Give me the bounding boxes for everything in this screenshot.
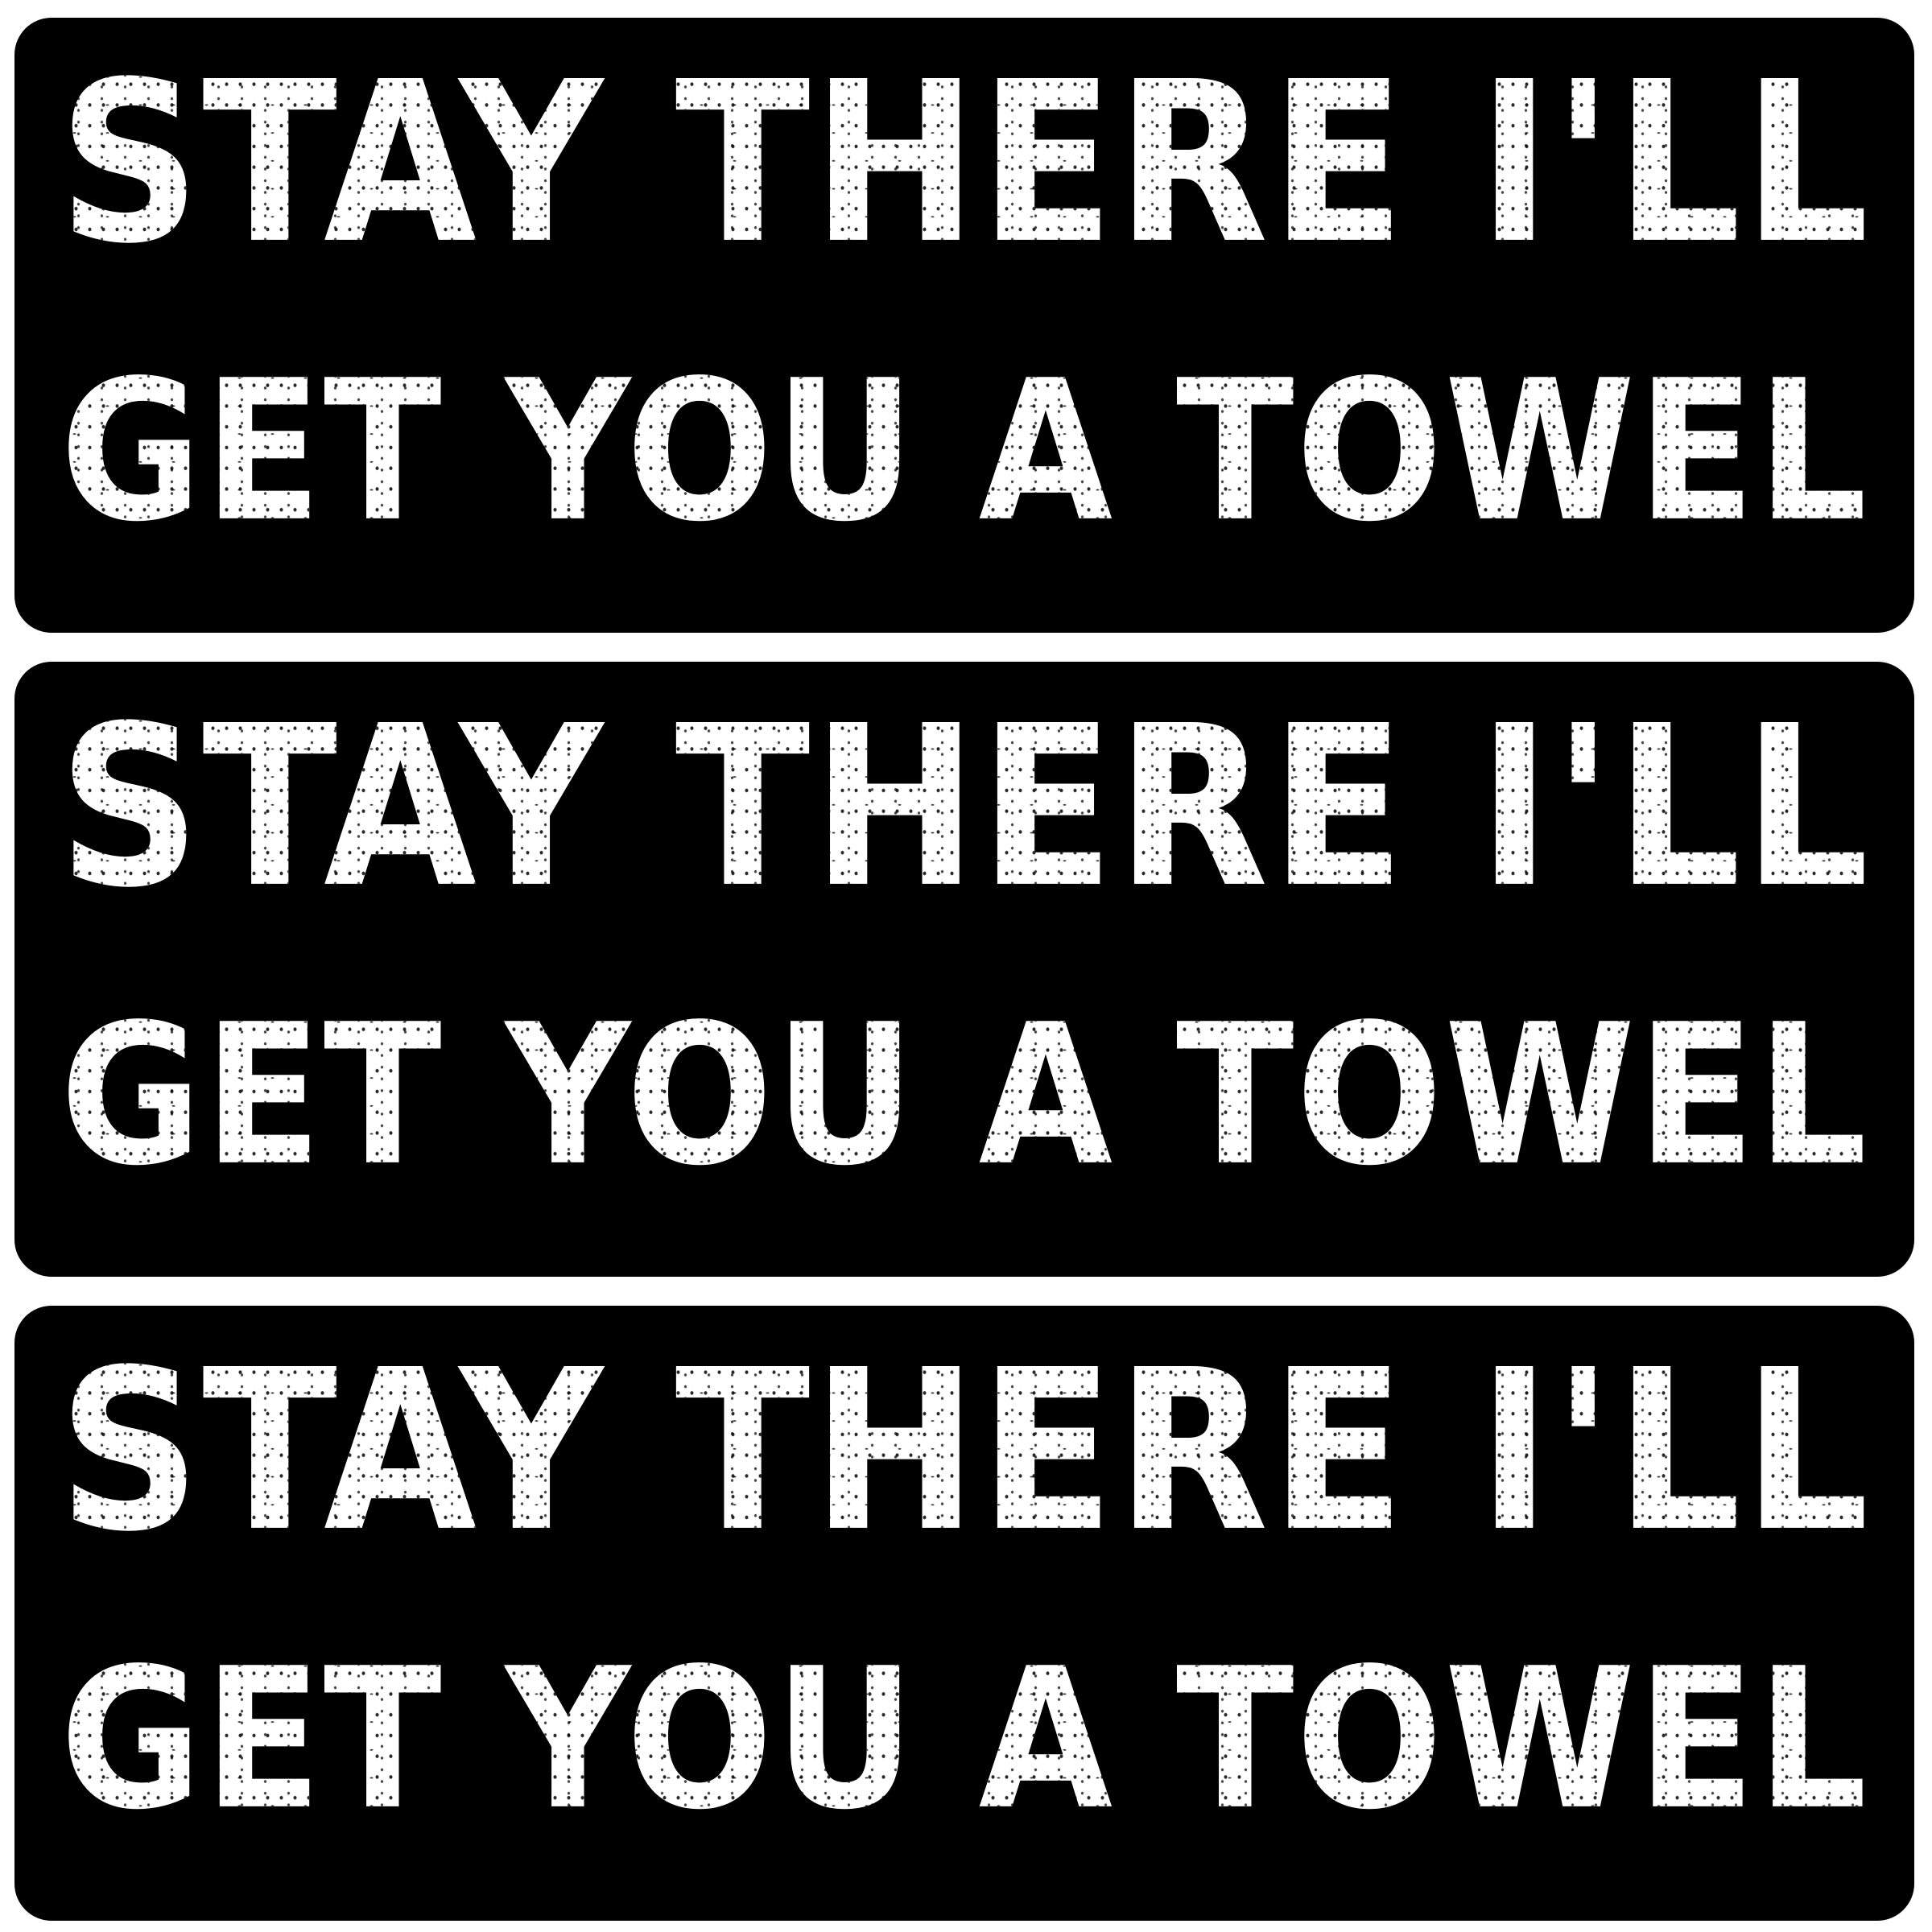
sticker-2 xyxy=(14,662,1914,1277)
sticker-text-line-2: GET YOU A TOWEL xyxy=(14,354,1914,548)
sticker-text-line-1: STAY THERE I'LL xyxy=(14,1341,1914,1563)
sticker-text-line-1: STAY THERE I'LL xyxy=(14,697,1914,919)
sticker-1 xyxy=(14,18,1914,633)
sticker-text-line-2: GET YOU A TOWEL xyxy=(14,998,1914,1192)
sticker-3 xyxy=(14,1306,1914,1921)
sticker-text-line-2: GET YOU A TOWEL xyxy=(14,1642,1914,1836)
sticker-text-line-1: STAY THERE I'LL xyxy=(14,53,1914,275)
